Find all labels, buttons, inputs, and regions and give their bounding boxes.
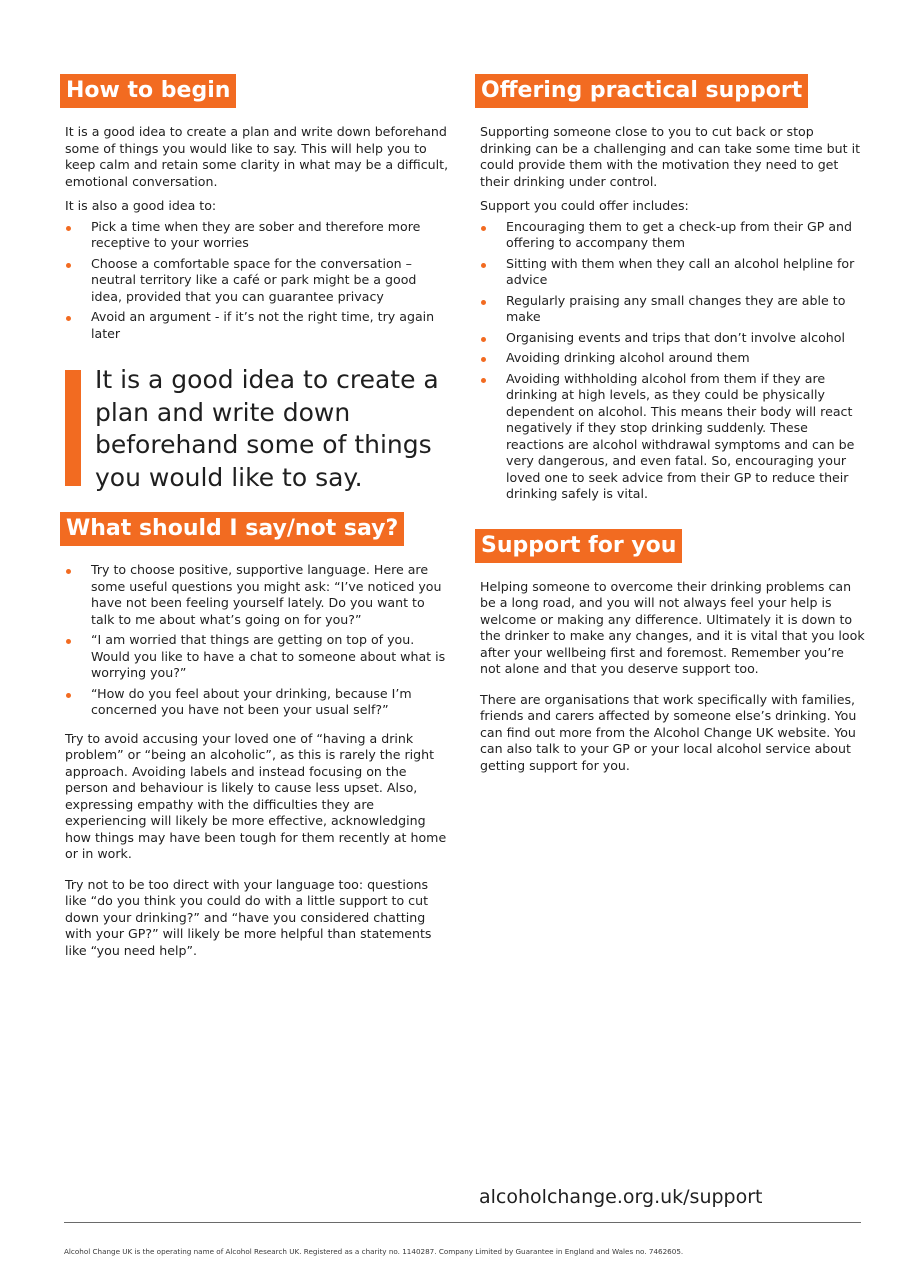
what-to-say-body <box>60 562 450 959</box>
heading-what-to-say: What should I say/not say? <box>60 512 404 546</box>
practical-support-lead: Support you could offer includes: <box>480 198 689 213</box>
list-item <box>65 686 450 719</box>
list-item <box>65 309 450 342</box>
list-item-text: Avoiding withholding alcohol from them if they are drinking at high levels, as they could be physically dependent on alcohol. This means their body will react negatively if they stop drinking suddenly. These reactions are alcohol withdrawal symptoms and can be very dangerous, and even fatal. So, encouraging your loved one to seek advice from their GP to reduce their drinking safely is vital. <box>506 370 855 501</box>
footer-divider <box>64 1222 861 1223</box>
bullet-dot-icon <box>481 337 486 342</box>
list-item <box>480 219 865 252</box>
list-item-text: “I am worried that things are getting on top of you. Would you like to have a chat to someone about what is worrying you?” <box>91 632 446 680</box>
heading-how-to-begin: How to begin <box>60 74 236 108</box>
list-item-text: Encouraging them to get a check-up from their GP and offering to accompany them <box>506 218 853 250</box>
bullet-dot-icon <box>481 226 486 231</box>
section-how-to-begin <box>60 74 450 342</box>
list-item <box>480 350 865 367</box>
bullet-dot-icon <box>481 357 486 362</box>
what-to-say-para-1: Try to avoid accusing your loved one of “having a drink problem” or “being an alcoholic”, as this is rarely the right approach. Avoiding labels and instead focusing on the person and behaviour is likely to cause less upset. Also, expressing empathy with the difficulties they are experiencing will likely be more effective, acknowledging how things may have been tough for them recently at home or in work. <box>65 730 447 861</box>
list-item <box>480 293 865 326</box>
practical-support-body <box>475 124 865 503</box>
what-to-say-para-2: Try not to be too direct with your language too: questions like “do you think you could do with a little support to cut down your drinking?” and “have you considered chatting with your GP?” will likely be more helpful than statements like “you need help”. <box>65 876 432 958</box>
list-item <box>480 330 865 347</box>
right-column <box>475 74 865 782</box>
bullet-dot-icon <box>66 569 71 574</box>
footer-website-link[interactable]: alcoholchange.org.uk/support <box>479 1186 763 1208</box>
list-item <box>480 256 865 289</box>
pull-quote-text: It is a good idea to create a plan and write down beforehand some of things you would like to say. <box>95 365 439 492</box>
list-item <box>65 632 450 682</box>
practical-support-intro: Supporting someone close to you to cut back or stop drinking can be a challenging and can take some time but it could provide them with the motivation they need to get their drinking under control. <box>480 124 861 189</box>
support-for-you-body <box>475 579 865 775</box>
left-column <box>60 74 450 967</box>
how-to-begin-body <box>60 124 450 342</box>
list-item-text: Choose a comfortable space for the conversation – neutral territory like a café or park might be a good idea, provided that you can guarantee privacy <box>91 255 417 304</box>
list-item <box>480 371 865 503</box>
what-to-say-list <box>65 562 450 719</box>
list-item <box>65 256 450 306</box>
list-item-text: Try to choose positive, supportive language. Here are some useful questions you might ask: “I’ve noticed you have not been feeling yourself lately. Do you want to talk to me about what’s going on for you?” <box>91 562 442 627</box>
list-item-text: “How do you feel about your drinking, because I’m concerned you have not been your usual self?” <box>91 685 412 717</box>
footer-legal-text: Alcohol Change UK is the operating name of Alcohol Research UK. Registered as a charity no. 1140287. Company Limited by Guarantee in England and Wales no. 7462605. <box>64 1247 684 1256</box>
bullet-dot-icon <box>481 263 486 268</box>
bullet-dot-icon <box>481 378 486 383</box>
list-item-text: Pick a time when they are sober and therefore more receptive to your worries <box>91 218 421 250</box>
heading-practical-support: Offering practical support <box>475 74 808 108</box>
practical-support-list <box>480 219 865 503</box>
bullet-dot-icon <box>66 226 71 231</box>
bullet-dot-icon <box>66 639 71 644</box>
pull-quote <box>65 364 450 494</box>
section-what-to-say <box>60 512 450 959</box>
bullet-dot-icon <box>66 693 71 698</box>
bullet-dot-icon <box>481 300 486 305</box>
list-item-text: Sitting with them when they call an alcohol helpline for advice <box>506 255 855 287</box>
list-item <box>65 562 450 628</box>
bullet-dot-icon <box>66 263 71 268</box>
list-item-text: Regularly praising any small changes they are able to make <box>506 292 846 324</box>
list-item-text: Avoid an argument - if it’s not the right time, try again later <box>91 309 435 341</box>
how-to-begin-list <box>65 219 450 343</box>
how-to-begin-intro: It is a good idea to create a plan and write down beforehand some of things you would like to say. This will help you to keep calm and retain some clarity in what may be a difficult, emotional conversation. <box>65 124 449 189</box>
support-for-you-para-2: There are organisations that work specifically with families, friends and carers affected by someone else’s drinking. You can find out more from the Alcohol Change UK website. You can also talk to your GP or your local alcohol service about getting support for you. <box>480 691 857 773</box>
list-item-text: Avoiding drinking alcohol around them <box>506 350 750 365</box>
how-to-begin-lead: It is also a good idea to: <box>65 198 217 213</box>
list-item <box>65 219 450 252</box>
list-item-text: Organising events and trips that don’t involve alcohol <box>506 329 845 345</box>
bullet-dot-icon <box>66 316 71 321</box>
section-support-for-you <box>475 529 865 775</box>
heading-support-for-you: Support for you <box>475 529 682 563</box>
section-practical-support <box>475 74 865 503</box>
quote-bar <box>65 370 81 486</box>
support-for-you-para-1: Helping someone to overcome their drinking problems can be a long road, and you will not always feel your help is welcome or making any difference. Ultimately it is down to the drinker to make any changes, and it is vital that you look after your wellbeing first and foremost. Remember you’re not alone and that you deserve support too. <box>480 578 865 676</box>
